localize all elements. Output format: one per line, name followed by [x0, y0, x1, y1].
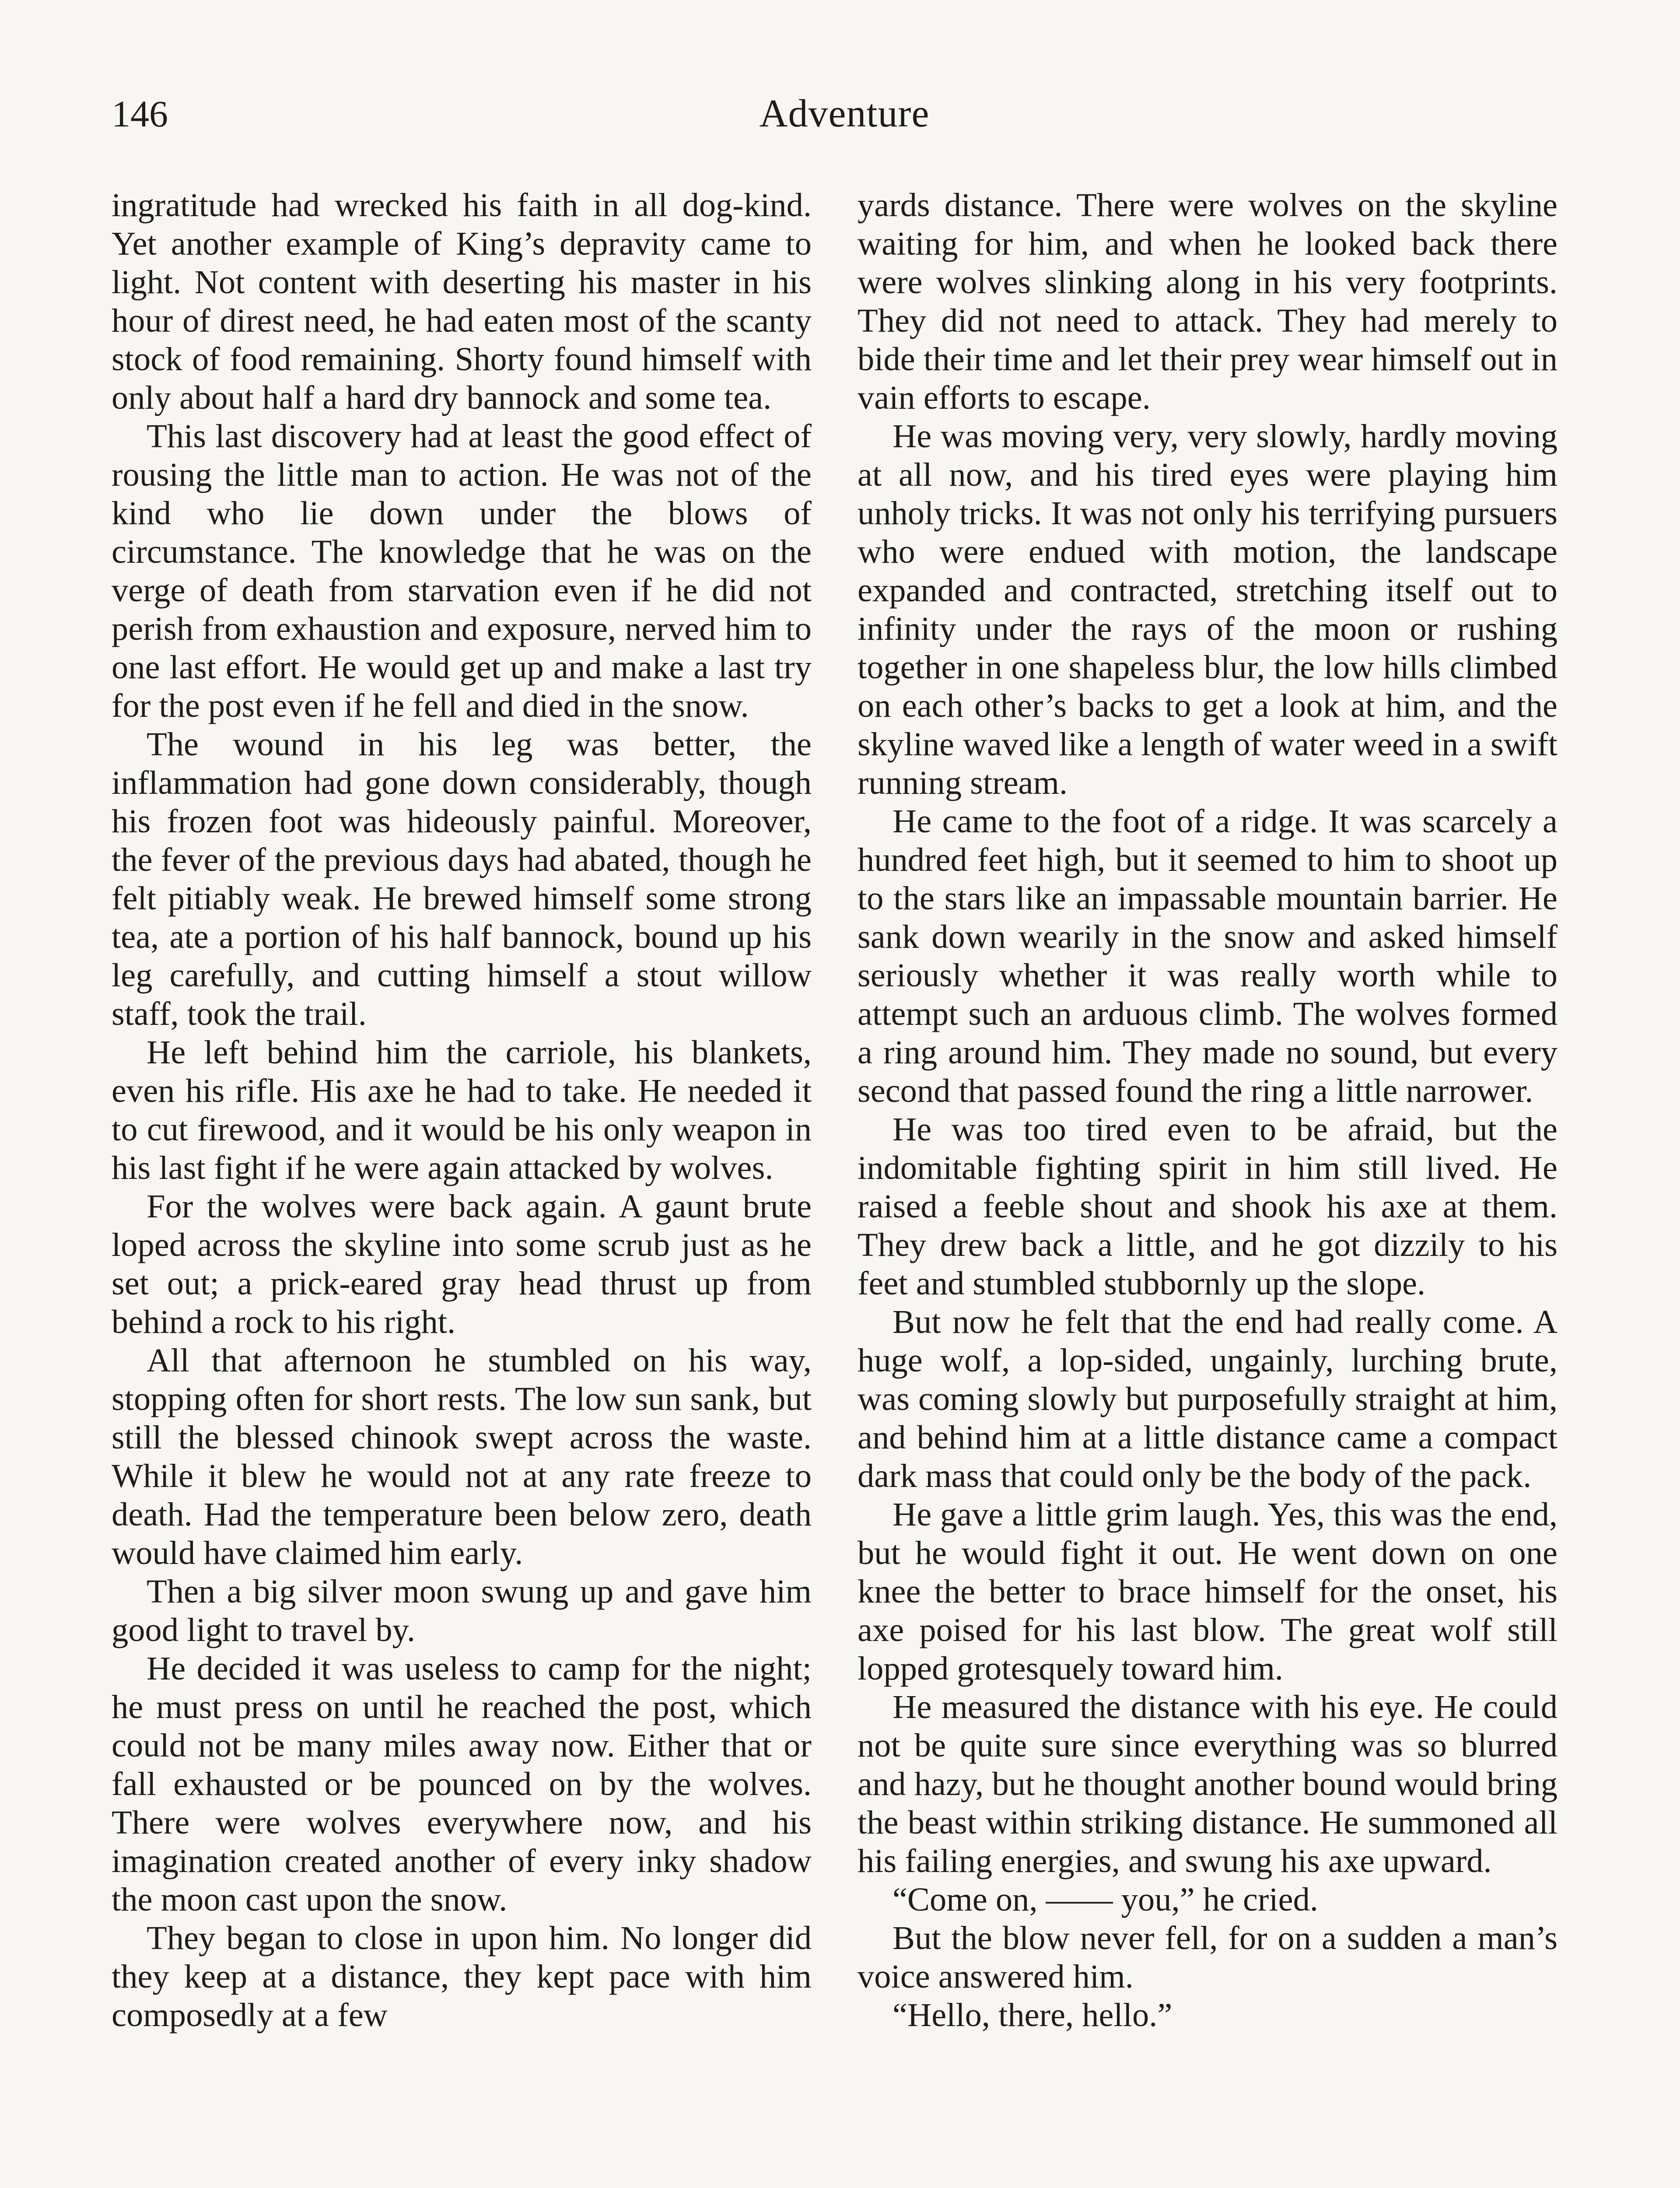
paragraph: He was moving very, very slowly, hardly moving at all now, and his tired eyes were playing him unholy tricks. It was not only his terrifying pursuers who were endued with motion, the landscape expanded and contracted, stretching itself out to infinity under the rays of the moon or rushing together in one shapeless blur, the low hills climbed on each other’s backs to get a look at him, and the skyline waved like a length of water weed in a swift running stream.	[858, 417, 1558, 801]
running-title: Adventure	[759, 92, 930, 135]
paragraph: He was too tired even to be afraid, but the indomitable fighting spirit in him still lived. He raised a feeble shout and shook his axe at them. They drew back a little, and he got dizzily to his feet and stumbled stubbornly up the slope.	[858, 1111, 1558, 1302]
page-header	[112, 88, 1577, 144]
paragraph: ingratitude had wrecked his faith in all dog-kind. Yet another example of King’s depravity came to light. Not content with deserting his master in his hour of direst need, he had eaten most of the scanty stock of food remaining. Shorty found himself with only about half a hard dry bannock and some tea.	[112, 186, 812, 416]
paragraph: He came to the foot of a ridge. It was scarcely a hundred feet high, but it seemed to him to shoot up to the stars like an impassable mountain barrier. He sank down wearily in the snow and asked himself seriously whether it was really worth while to attempt such an arduous climb. The wolves formed a ring around him. They made no sound, but every second that passed found the ring a little narrower.	[858, 803, 1558, 1109]
paragraph: “Hello, there, hello.”	[892, 1996, 1172, 2034]
left-column	[112, 186, 812, 2034]
paragraph: But now he felt that the end had really come. A huge wolf, a lop-sided, ungainly, lurching brute, was coming slowly but purposefully straight at him, and behind him at a little distance came a compact dark mass that could only be the body of the pack.	[858, 1303, 1558, 1494]
paragraph: For the wolves were back again. A gaunt brute loped across the skyline into some scrub just as he set out; a prick-eared gray head thrust up from behind a rock to his right.	[112, 1188, 812, 1340]
paragraph: This last discovery had at least the good effect of rousing the little man to action. He was not of the kind who lie down under the blows of circumstance. The knowledge that he was on the verge of death from starvation even if he did not perish from exhaustion and exposure, nerved him to one last effort. He would get up and make a last try for the post even if he fell and died in the snow.	[112, 417, 812, 724]
paragraph: “Come on, —— you,” he cried.	[892, 1881, 1318, 1918]
paragraph: The wound in his leg was better, the inflammation had gone down considerably, though his frozen foot was hideously painful. Moreover, the fever of the previous days had abated, though he felt pitiably weak. He brewed himself some strong tea, ate a portion of his half bannock, bound up his leg carefully, and cutting himself a stout willow staff, took the trail.	[112, 726, 812, 1032]
paragraph: He decided it was useless to camp for the night; he must press on until he reached the post, which could not be many miles away now. Either that or fall exhausted or be pounced on by the wolves. There were wolves everywhere now, and his imagination created another of every inky shadow the moon cast upon the snow.	[112, 1650, 812, 1918]
paragraph: He left behind him the carriole, his blankets, even his rifle. His axe he had to take. He needed it to cut firewood, and it would be his only weapon in his last fight if he were again attacked by wolves.	[112, 1034, 812, 1186]
page-number: 146	[112, 93, 168, 135]
paragraph: But the blow never fell, for on a sudden a man’s voice answered him.	[858, 1919, 1558, 1995]
paragraph: yards distance. There were wolves on the skyline waiting for him, and when he looked back there were wolves slinking along in his very footprints. They did not need to attack. They had merely to bide their time and let their prey wear himself out in vain efforts to escape.	[858, 186, 1558, 416]
paragraph: He gave a little grim laugh. Yes, this was the end, but he would fight it out. He went down on one knee the better to brace himself for the onset, his axe poised for his last blow. The great wolf still lopped grotesquely toward him.	[858, 1496, 1558, 1687]
right-column	[858, 186, 1558, 2034]
paragraph: Then a big silver moon swung up and gave him good light to travel by.	[112, 1573, 812, 1648]
paragraph: They began to close in upon him. No longer did they keep at a distance, they kept pace with him composedly at a few	[112, 1919, 812, 2034]
paragraph: He measured the distance with his eye. He could not be quite sure since everything was so blurred and hazy, but he thought another bound would bring the beast within striking distance. He summoned all his failing energies, and swung his axe upward.	[858, 1688, 1558, 1879]
paragraph: All that afternoon he stumbled on his way, stopping often for short rests. The low sun sank, but still the blessed chinook swept across the waste. While it blew he would not at any rate freeze to death. Had the temperature been below zero, death would have claimed him early.	[112, 1342, 812, 1571]
